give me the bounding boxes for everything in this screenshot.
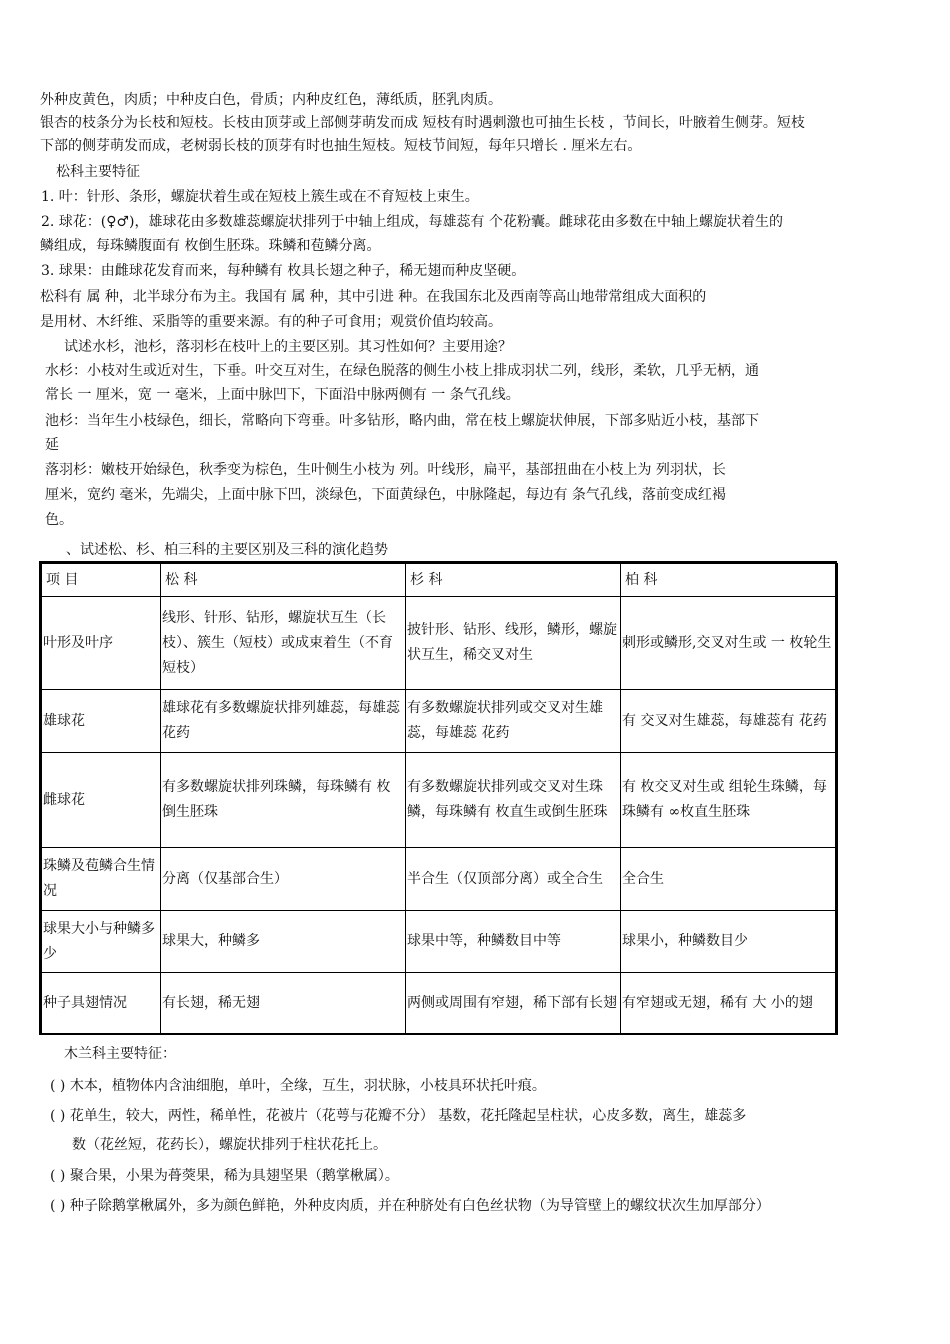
text-line: 数（花丝短，花药长），螺旋状排列于柱状花托上。 — [72, 1137, 387, 1153]
table-cell: 球果小，种鳞数目少 — [621, 911, 838, 973]
text-line: 常长 一 厘米，宽 一 毫米，上面中脉凹下，下面沿中脉两侧有 一 条气孔线。 — [45, 387, 520, 403]
header-cell: 项 目 — [42, 564, 161, 597]
row-label: 雌球花 — [42, 753, 161, 848]
section-heading: 木兰科主要特征： — [64, 1046, 176, 1062]
table-cell: 有长翅，稀无翅 — [161, 973, 406, 1035]
row-label: 雄球花 — [42, 690, 161, 753]
text-line: ( ) 花单生，较大，两性，稀单性，花被片（花萼与花瓣不分） 基数，花托隆起呈柱状，心皮多数，离生，雄蕊多 — [50, 1108, 747, 1124]
table-cell: 球果大，种鳞多 — [161, 911, 406, 973]
table-row — [42, 848, 838, 911]
table-cell: 分离（仅基部合生） — [161, 848, 406, 911]
table-row — [42, 690, 838, 753]
text-line: 落羽杉：嫩枝开始绿色，秋季变为棕色，生叶侧生小枝为 列。叶线形，扁平，基部扭曲在小枝上为 列羽状，长 — [45, 462, 726, 478]
text-line: 外种皮黄色，肉质；中种皮白色，骨质；内种皮红色，薄纸质，胚乳肉质。 — [40, 92, 502, 108]
text-line: 松科有 属 种，北半球分布为主。我国有 属 种，其中引进 种。在我国东北及西南等高山地带常组成大面积的 — [40, 289, 707, 305]
row-label: 种子具翅情况 — [42, 973, 161, 1035]
table-header-row — [42, 564, 838, 597]
text-line: 下部的侧芽萌发而成，老树弱长枝的顶芽有时也抽生短枝。短枝节间短，每年只增长 . 厘米左右。 — [40, 138, 642, 154]
text-line: ( ) 种子除鹅掌楸属外，多为颜色鲜艳，外种皮肉质，并在种脐处有白色丝状物（为导管壁上的螺纹状次生加厚部分） — [50, 1198, 770, 1214]
section-heading: 松科主要特征 — [56, 164, 140, 180]
text-line: 厘米，宽约 毫米，先端尖，上面中脉下凹，淡绿色，下面黄绿色，中脉隆起，每边有 条气孔线，落前变成红褐 — [45, 487, 726, 503]
row-label: 球果大小与种鳞多少 — [42, 911, 161, 973]
table-row — [42, 753, 838, 848]
header-cell: 柏 科 — [621, 564, 838, 597]
table-cell: 两侧或周围有窄翅，稀下部有长翅 — [406, 973, 621, 1035]
table-cell: 披针形、钻形、线形，鳞形，螺旋状互生，稀交叉对生 — [406, 597, 621, 690]
header-cell: 杉 科 — [406, 564, 621, 597]
text-line: ( ) 木本，植物体内含油细胞，单叶，全缘，互生，羽状脉，小枝具环状托叶痕。 — [50, 1078, 546, 1094]
table-row — [42, 911, 838, 973]
table-cell: 雄球花有多数螺旋状排列雄蕊，每雄蕊 花药 — [161, 690, 406, 753]
text-line: 1. 叶：针形、条形，螺旋状着生或在短枝上簇生或在不育短枝上束生。 — [41, 189, 479, 205]
table-cell: 全合生 — [621, 848, 838, 911]
table-cell: 有 枚交叉对生或 组轮生珠鳞，每珠鳞有 ∞枚直生胚珠 — [621, 753, 838, 848]
text-line: 2. 球花：(♀♂)，雄球花由多数雄蕊螺旋状排列于中轴上组成，每雄蕊有 个花粉囊。雌球花由多数在中轴上螺旋状着生的 — [41, 214, 783, 230]
table-cell: 有窄翅或无翅，稀有 大 小的翅 — [621, 973, 838, 1035]
text-line: 鳞组成，每珠鳞腹面有 枚倒生胚珠。珠鳞和苞鳞分离。 — [40, 238, 381, 254]
table-cell: 有多数螺旋状排列或交叉对生珠鳞，每珠鳞有 枚直生或倒生胚珠 — [406, 753, 621, 848]
comparison-table — [41, 563, 838, 1035]
table-cell: 球果中等，种鳞数目中等 — [406, 911, 621, 973]
table-cell: 线形、针形、钻形，螺旋状互生（长枝）、簇生（短枝）或成束着生（不育短枝） — [161, 597, 406, 690]
table-cell: 有多数螺旋状排列珠鳞，每珠鳞有 枚倒生胚珠 — [161, 753, 406, 848]
text-line: 是用材、木纤维、采脂等的重要来源。有的种子可食用；观赏价值均较高。 — [40, 314, 502, 330]
table-cell: 有 交叉对生雄蕊，每雄蕊有 花药 — [621, 690, 838, 753]
text-line: 水杉：小枝对生或近对生，下垂。叶交互对生，在绿色脱落的侧生小枝上排成羽状二列，线形，柔软，几乎无柄，通 — [45, 363, 759, 379]
table-cell: 刺形或鳞形,交叉对生或 一 枚轮生 — [621, 597, 838, 690]
table-cell: 半合生（仅顶部分离）或全合生 — [406, 848, 621, 911]
text-line: 延 — [45, 437, 59, 453]
header-cell: 松 科 — [161, 564, 406, 597]
text-line: 银杏的枝条分为长枝和短枝。长枝由顶芽或上部侧芽萌发而成 短枝有时遇刺激也可抽生长枝 ，节间长，叶腋着生侧芽。短枝 — [40, 115, 805, 131]
text-line: ( ) 聚合果，小果为蓇葖果，稀为具翅坚果（鹅掌楸属）。 — [50, 1168, 399, 1184]
text-line: 池杉：当年生小枝绿色，细长，常略向下弯垂。叶多钻形，略内曲，常在枝上螺旋状伸展，下部多贴近小枝，基部下 — [45, 413, 759, 429]
table-caption: 、试述松、杉、柏三科的主要区别及三科的演化趋势 — [66, 542, 388, 558]
table-row — [42, 597, 838, 690]
row-label: 叶形及叶序 — [42, 597, 161, 690]
text-line: 3. 球果：由雌球花发育而来，每种鳞有 枚具长翅之种子，稀无翅而种皮坚硬。 — [41, 263, 526, 279]
table-row — [42, 973, 838, 1035]
table-cell: 有多数螺旋状排列或交叉对生雄蕊，每雄蕊 花药 — [406, 690, 621, 753]
question-heading: 试述水杉，池杉，落羽杉在枝叶上的主要区别。其习性如何？主要用途？ — [64, 339, 512, 355]
text-line: 色。 — [45, 512, 73, 528]
row-label: 珠鳞及苞鳞合生情况 — [42, 848, 161, 911]
